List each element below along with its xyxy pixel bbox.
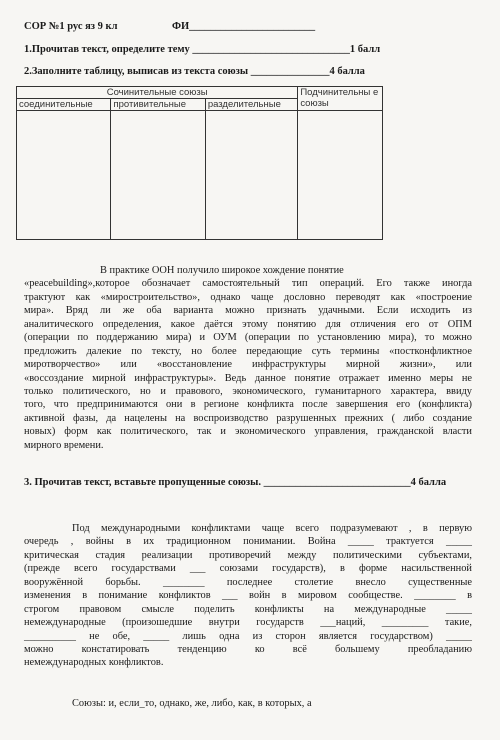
task-1: 1.Прочитав текст, определите тему ______________________________1 балл — [24, 44, 381, 55]
task-2: 2.Заполните таблицу, выписав из текста союзы _______________4 балла — [24, 66, 365, 77]
col-disjunctive: разделительные — [205, 99, 297, 111]
cell-connective[interactable] — [17, 111, 111, 240]
unions-list: Союзы: и, если_то, однако, же, либо, как, в которых, а — [72, 698, 312, 709]
col-adversative: противительные — [111, 99, 205, 111]
col-connective: соединительные — [17, 99, 111, 111]
cell-disjunctive[interactable] — [205, 111, 297, 240]
cell-subordinating[interactable] — [298, 111, 383, 240]
name-field[interactable]: ФИ________________________ — [172, 21, 316, 32]
text-2-fill-blanks[interactable]: Под международными конфликтами чаще всего подразумевают , в первую очередь , войны в их традиционном понимании. Война _____ трактуется _____ критическая стадия реализации противоречий между политическими субъектами, (прежде всего государствами ___ союзами государств), в форме насильственной вооружённой борьбы. ________ последнее столетие внесло существенные изменения в понимание конфликтов ___ войн в мировом сообществе. ________ в строгом правовом смысле поделить конфликты на международные _____ немеждународные (произошедшие внутри государств ___наций, _________ такие, __________ не обе, _____ лишь одна из сторон является государством) _____ можно констатировать тенденцию ко всё большему преобладанию немеждународных конфликтов. — [24, 523, 472, 669]
test-title: СОР №1 рус яз 9 кл — [24, 21, 118, 32]
header-subordinating: Подчинительны е союзы — [298, 87, 383, 111]
text-1: В практике ООН получило широкое хождение понятие «peacebuilding»,которое обозначает самостоятельный тип операций. Его также иногда трактуют как «миростроительство», однако чаще дословно переводят как «построение мира». Вряд ли же оба варианта можно признать удачными. Если исходить из аналитического определения, какое даётся этому понятию для отличения его от ОПМ (операции по поддержанию мира) и ОУМ (операции по установлению мира), то можно предложить далекие по тексту, но более передающие суть термины «постконфликтное миротворчество» или «восстановление инфраструктуры мирной жизни», или «воссоздание мирной инфраструктуры». Ведь данное понятие отражает именно меры не только политического, но и правового, экономического, гуманитарного характера, ввиду того, что предпринимаются они в регионе конфликта после завершения его (конфликта) активной фазы, да нацелены на воспроизводство разрушенных прежних ( либо создание новых) форм как политического, так и экономического управления, гражданской власти мирного времени. — [24, 265, 472, 451]
unions-table — [16, 86, 383, 240]
task-3: 3. Прочитав текст, вставьте пропущенные союзы. ____________________________4 балла — [24, 477, 447, 488]
header-coordinating: Сочинительные союзы — [17, 87, 298, 99]
cell-adversative[interactable] — [111, 111, 205, 240]
